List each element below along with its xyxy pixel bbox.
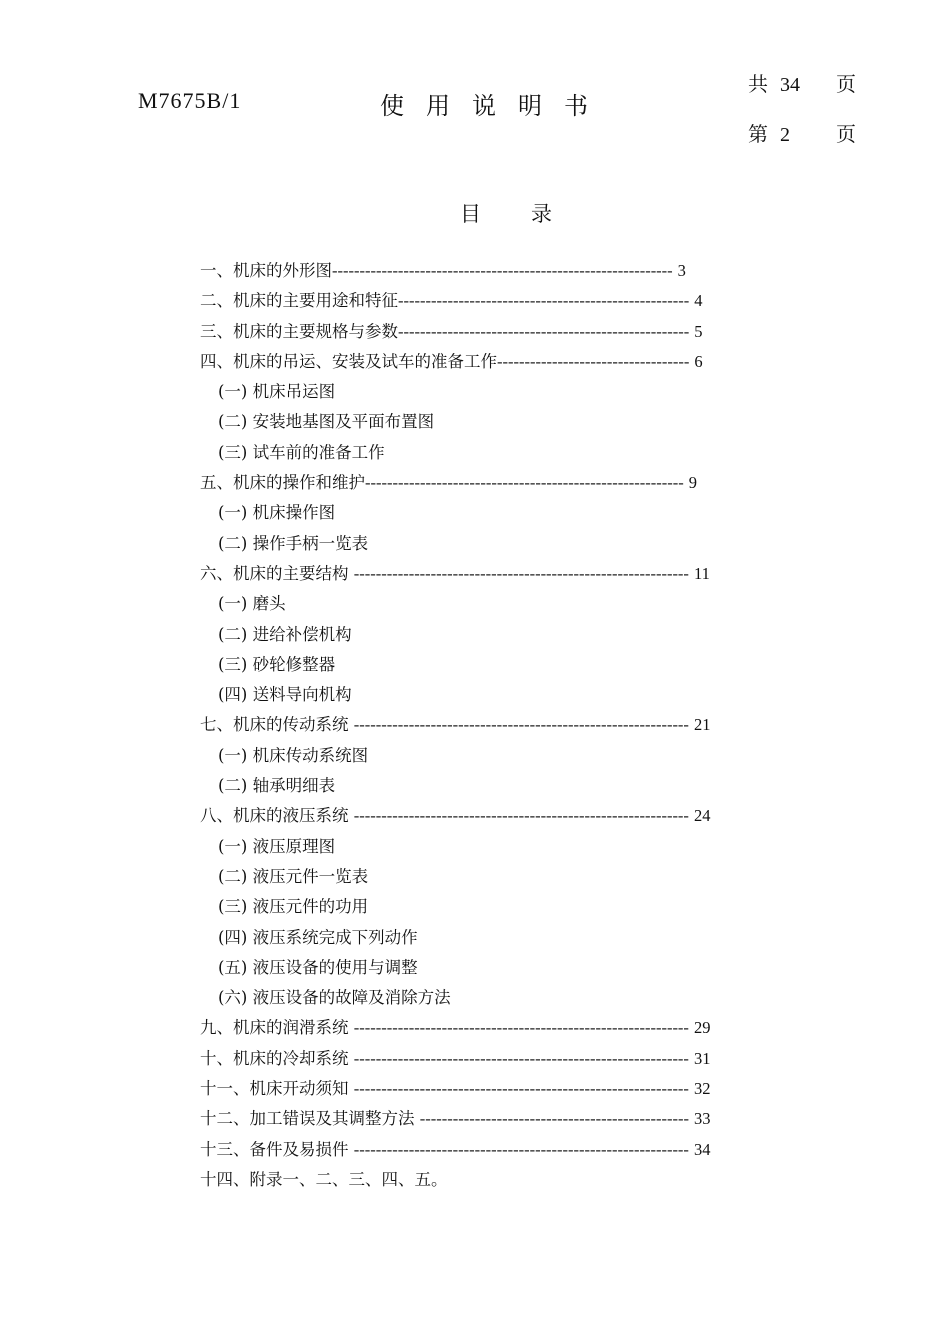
toc-entry-title: 十一、机床开动须知 — [200, 1079, 354, 1099]
toc-entry — [200, 1165, 860, 1195]
toc-entry-title: (一) 机床操作图 — [218, 503, 336, 523]
toc-entry-title: 八、机床的液压系统 — [200, 806, 354, 826]
toc-dot-leader: ------------------------------------------------------------- — [353, 1018, 689, 1038]
total-suffix: 页 — [836, 72, 856, 96]
toc-subentry — [200, 953, 860, 983]
toc-entry-title: 十四、附录一、二、三、四、五。 — [200, 1169, 448, 1189]
toc-entry — [200, 317, 860, 347]
toc-entry-title: (三) 试车前的准备工作 — [218, 442, 385, 462]
toc-entry-title: (一) 液压原理图 — [218, 836, 336, 856]
toc-page-number: 5 — [694, 321, 703, 341]
toc-entry-title: (六) 液压设备的故障及消除方法 — [218, 988, 451, 1008]
toc-dot-leader: ------------------------------------------------------------- — [353, 715, 689, 735]
toc-subentry — [200, 862, 860, 892]
toc-entry-title: 一、机床的外形图 — [200, 261, 332, 280]
toc-page-number: 21 — [693, 715, 711, 735]
toc-dot-leader: ------------------------------------------------------------- — [353, 563, 689, 583]
toc-entry — [200, 256, 860, 286]
toc-entry-title: 四、机床的吊运、安装及试车的准备工作 — [200, 351, 497, 371]
toc-subentry — [200, 892, 860, 922]
toc-entry-title: (二) 安装地基图及平面布置图 — [218, 412, 435, 432]
toc-subentry — [200, 680, 860, 710]
toc-entry-title: (三) 砂轮修整器 — [218, 654, 336, 674]
toc-entry — [200, 710, 860, 740]
toc-page-number: 11 — [693, 563, 710, 583]
toc-entry-title: (二) 操作手柄一览表 — [218, 533, 369, 553]
page-suffix: 页 — [836, 122, 856, 146]
toc-dot-leader: ------------------------------------------------------------- — [353, 806, 689, 826]
toc-entry-title: (二) 轴承明细表 — [218, 776, 336, 796]
toc-subentry — [200, 589, 860, 619]
toc-dot-leader: ---------------------------------------------------------- — [365, 473, 684, 493]
toc-entry-title: (四) 送料导向机构 — [218, 685, 352, 705]
total-pages-value: 34 — [780, 74, 800, 96]
toc-subentry — [200, 498, 860, 528]
toc-entry-title: (四) 液压系统完成下列动作 — [218, 927, 418, 947]
toc-page-number: 31 — [693, 1048, 711, 1068]
toc-page-number: 9 — [688, 473, 697, 493]
toc-dot-leader: ----------------------------------------------------- — [398, 321, 690, 341]
toc-dot-leader: -------------------------------------------------------------- — [332, 261, 673, 280]
toc-entry — [200, 1074, 860, 1104]
toc-page-number: 32 — [693, 1079, 711, 1099]
toc-entry-title: 五、机床的操作和维护 — [200, 473, 365, 493]
toc-entry — [200, 347, 860, 377]
toc-entry — [200, 468, 860, 498]
toc-subentry — [200, 741, 860, 771]
toc-subentry — [200, 377, 860, 407]
toc-dot-leader: ------------------------------------------------------------- — [353, 1079, 689, 1099]
toc-entry-title: (三) 液压元件的功用 — [218, 897, 369, 917]
toc-entry-title: (二) 进给补偿机构 — [218, 624, 352, 644]
toc-entry-title: 十、机床的冷却系统 — [200, 1048, 354, 1068]
toc-entry — [200, 1104, 860, 1134]
toc-page-number: 24 — [693, 806, 711, 826]
toc-page-number: 4 — [694, 291, 703, 311]
toc-entry-title: 七、机床的传动系统 — [200, 715, 354, 735]
toc-entry-title: 九、机床的润滑系统 — [200, 1018, 354, 1038]
page-number — [748, 118, 856, 147]
toc-subentry — [200, 771, 860, 801]
toc-page-number: 33 — [694, 1109, 711, 1129]
toc-entry — [200, 1135, 860, 1165]
table-of-contents — [200, 256, 860, 1195]
toc-page-number: 6 — [694, 351, 703, 371]
toc-entry — [200, 801, 860, 831]
toc-entry — [200, 1044, 860, 1074]
toc-subentry — [200, 832, 860, 862]
toc-entry — [200, 559, 860, 589]
total-prefix: 共 — [748, 72, 768, 96]
toc-entry — [200, 286, 860, 316]
toc-dot-leader: ----------------------------------- — [497, 351, 690, 371]
toc-entry-title: (一) 磨头 — [218, 594, 286, 614]
toc-entry-title: 二、机床的主要用途和特征 — [200, 291, 398, 311]
toc-dot-leader: ------------------------------------------------------------- — [353, 1139, 689, 1159]
total-pages — [748, 68, 856, 97]
toc-subentry — [200, 923, 860, 953]
toc-dot-leader: ------------------------------------------------------------- — [353, 1048, 689, 1068]
toc-entry-title: 十三、备件及易损件 — [200, 1139, 354, 1159]
toc-subentry — [200, 620, 860, 650]
toc-page-number: 34 — [693, 1139, 711, 1159]
toc-subentry — [200, 529, 860, 559]
toc-entry-title: (二) 液压元件一览表 — [218, 866, 369, 886]
toc-dot-leader: ----------------------------------------------------- — [398, 291, 690, 311]
page-prefix: 第 — [748, 122, 768, 146]
toc-page-number: 29 — [693, 1018, 711, 1038]
toc-entry-title: 六、机床的主要结构 — [200, 563, 354, 583]
toc-subentry — [200, 983, 860, 1013]
page-number-value: 2 — [780, 124, 790, 146]
document-title: 使用说明书 — [380, 92, 610, 120]
toc-subentry — [200, 438, 860, 468]
toc-dot-leader: ------------------------------------------------- — [419, 1109, 689, 1129]
toc-page-number: 3 — [677, 261, 686, 280]
toc-entry — [200, 1013, 860, 1043]
toc-subentry — [200, 407, 860, 437]
toc-entry-title: 十二、加工错误及其调整方法 — [200, 1109, 420, 1129]
toc-entry-title: (一) 机床吊运图 — [218, 382, 336, 402]
toc-entry-title: (五) 液压设备的使用与调整 — [218, 957, 418, 977]
toc-heading: 目录 — [460, 202, 602, 226]
model-number: M7675B/1 — [138, 88, 242, 113]
toc-entry-title: (一) 机床传动系统图 — [218, 745, 369, 765]
toc-entry-title: 三、机床的主要规格与参数 — [200, 321, 398, 341]
toc-subentry — [200, 650, 860, 680]
